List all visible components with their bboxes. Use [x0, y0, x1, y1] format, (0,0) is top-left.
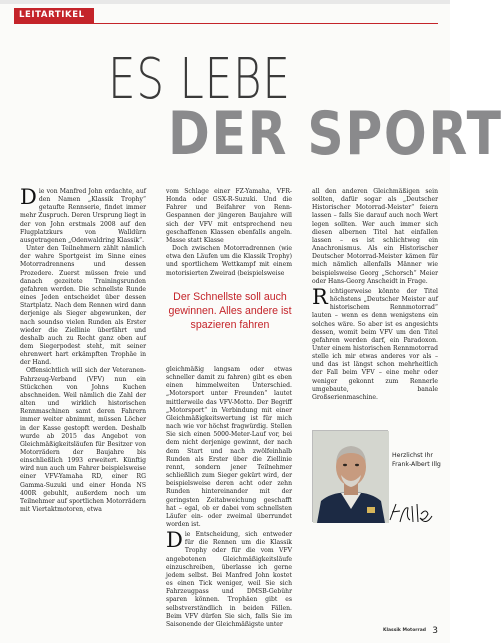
- paragraph: Doch zwischen Motorradrennen (wie etwa den Läufen um die Klassik Trophy) und sportlichem Wettkampf mit einem motorisierten Zweirad (beispielsweise: [166, 245, 292, 277]
- paragraph: Unter den Teilnehmern zählt nämlich der wahre Sportgeist im Sinne eines Motorradrennens und dessen Prozedere. Zuerst müssen freie und danach gezeitete Trainingsrunden gefahren werden. Die schnellste Runde eines Jeden entscheidet über dessen Startplatz. Nach dem Rennen wird dann derjenige als Sieger abgewunken, der nach soundso vielen Runden als Erster wieder die Ziellinie überfährt und deshalb auch zu Recht ganz oben auf dem Siegerpodest steht, mit seiner ehrenwert hart erkämpften Trophäe in der Hand.: [20, 245, 146, 367]
- paragraph: gleichmäßig langsam oder etwas schneller damit zu fahren) gibt es eben einen himmelweiten Unterschied. „Motorsport unter Freunden“ lautet mittlerweile das VFV-Motto. Der Begriff „Motorsport“ in Verbindung mit einer Gleichmäßigkeitswertung ist für mich nach wie vor höchst fragwürdig. Stellen Sie sich einen 5000-Meter-Lauf vor, bei dem nicht derjenige gewinnt, der nach dem Start und nach zwölfeinhalb Runden als Erster über die Ziellinie rennt, sondern jener Teilnehmer schließlich zum Sieger gekürt wird, der beispielsweise deren acht oder zehn Runden hintereinander mit der geringsten Zeitabweichung geschafft hat – egal, ob er dabei vom schnellsten Läufer ein- oder zweimal überrundet worden ist.: [166, 366, 292, 528]
- author-photo: [312, 430, 388, 522]
- article-column-2-continued: [166, 366, 292, 629]
- signature-icon: [386, 500, 438, 526]
- section-rule: [14, 23, 438, 24]
- footer-brand: Klassik Motorrad: [382, 628, 426, 633]
- top-edge: [0, 0, 450, 4]
- paragraph: Die von Manfred John erdachte, auf den Namen „Klassik Trophy“ getaufte Rennserie, findet immer mehr Zuspruch. Deren Ursprung liegt in der von John erstmals 2008 auf den Flugplatzkurs von Walldürn ausgetragenen „Odenwaldring Klassik“.: [20, 185, 146, 244]
- paragraph: vom Schlage einer FZ-Yamaha, VFR-Honda oder GSX-R-Suzuki. Und die Fahrer und Beifahrer von Renn-Gespannen der jüngeren Baujahre will sich der VFV mit entsprechend neu geschaffenen Klassen ebenfalls angeln. Masse statt Klasse: [166, 188, 292, 244]
- dropcap: R: [312, 284, 328, 309]
- article-column-3: [312, 188, 438, 402]
- section-label: LEITARTIKEL: [19, 10, 85, 20]
- section-tab: [14, 8, 94, 23]
- headline-line1: ES LEBE: [108, 47, 291, 112]
- article-column-1: [20, 185, 146, 514]
- author-caption: Herzlichst Ihr Frank-Albert Illg: [392, 452, 441, 468]
- paragraph: Die Entscheidung, sich entweder für die Rennen um die Klassik Trophy oder für die vom VFV angebotenen Gleichmäßigkeitsläufe einzuschreiben, überlasse ich gerne jedem selbst. Bei Manfred John kostet es einen Tick weniger, weil Sie sich Fahrzeugpass und DMSB-Gebühr sparen können. Trophäen gibt es selbstverständlich in beiden Fällen. Beim VFV dürfen Sie sich, falls Sie im Saisonende der Gleichmäßigste unter: [166, 528, 292, 628]
- paragraph: Richtigerweise könnte der Titel höchstens „Deutscher Meister auf historischem Rennmotorrad“ lauten – wenn es denn wenigstens ein solches wäre. So aber ist es angesichts dessen, womit beim VFV um den Titel gefahren werden darf, ein Paradoxon. Unter einem historischen Rennmotorrad stelle ich mir etwas anderes vor als – und das ist längst schon mehrheitlich der Fall beim VFV – eine mehr oder weniger gekonnt zum Rennerle umgebaute, banale Großserienmaschine.: [312, 284, 438, 401]
- dropcap: D: [20, 185, 37, 209]
- pull-quote: Der Schnellste soll auch gewinnen. Alles andere ist spazieren fahren: [168, 291, 292, 331]
- author-portrait-icon: [313, 431, 389, 523]
- article-column-2: [166, 188, 292, 278]
- paragraph: all den anderen Gleichmäßigen sein sollten, dafür sogar als „Deutscher Historischer Motorrad-Meister“ feiern lassen – falls Sie darauf auch noch Wert legen sollten. Wer auch immer sich diesen albernen Titel hat einfallen lassen – es ist schlichtweg ein Anachronismus. Als ein Historischer Deutscher Motorrad-Meister kämen für mich nämlich allenfalls Männer wie beispielsweise Georg „Schorsch“ Meier oder Hans-Georg Anscheidt in Frage.: [312, 188, 438, 285]
- dropcap: D: [166, 528, 183, 553]
- headline-line2: DER SPORT: [168, 99, 503, 169]
- paragraph: Offensichtlich will sich der Veteranen-Fahrzeug-Verband (VFV) nun ein Stückchen von Johns Kuchen abschneiden. Weil nämlich die Zahl der alten und wirklich historischen Rennmaschinen samt deren Fahrern immer weiter abnimmt, müssen Löcher in der Kasse gestopft werden. Deshalb wurde ab 2015 das Angebot von Gleichmäßigkeitsläufen für Besitzer von Motorrädern der Baujahre bis einschließlich 1993 erweitert. Künftig wird nun auch um Fahrer beispielsweise einer VFV-Yamaha RD, einer RG Gamma-Suzuki und einer Honda NS 400R gebuhlt, außerdem noch um Teilnehmer auf sportlichen Motorrädern mit Viertaktmotoren, etwa: [20, 367, 146, 514]
- page-number: 3: [432, 626, 438, 636]
